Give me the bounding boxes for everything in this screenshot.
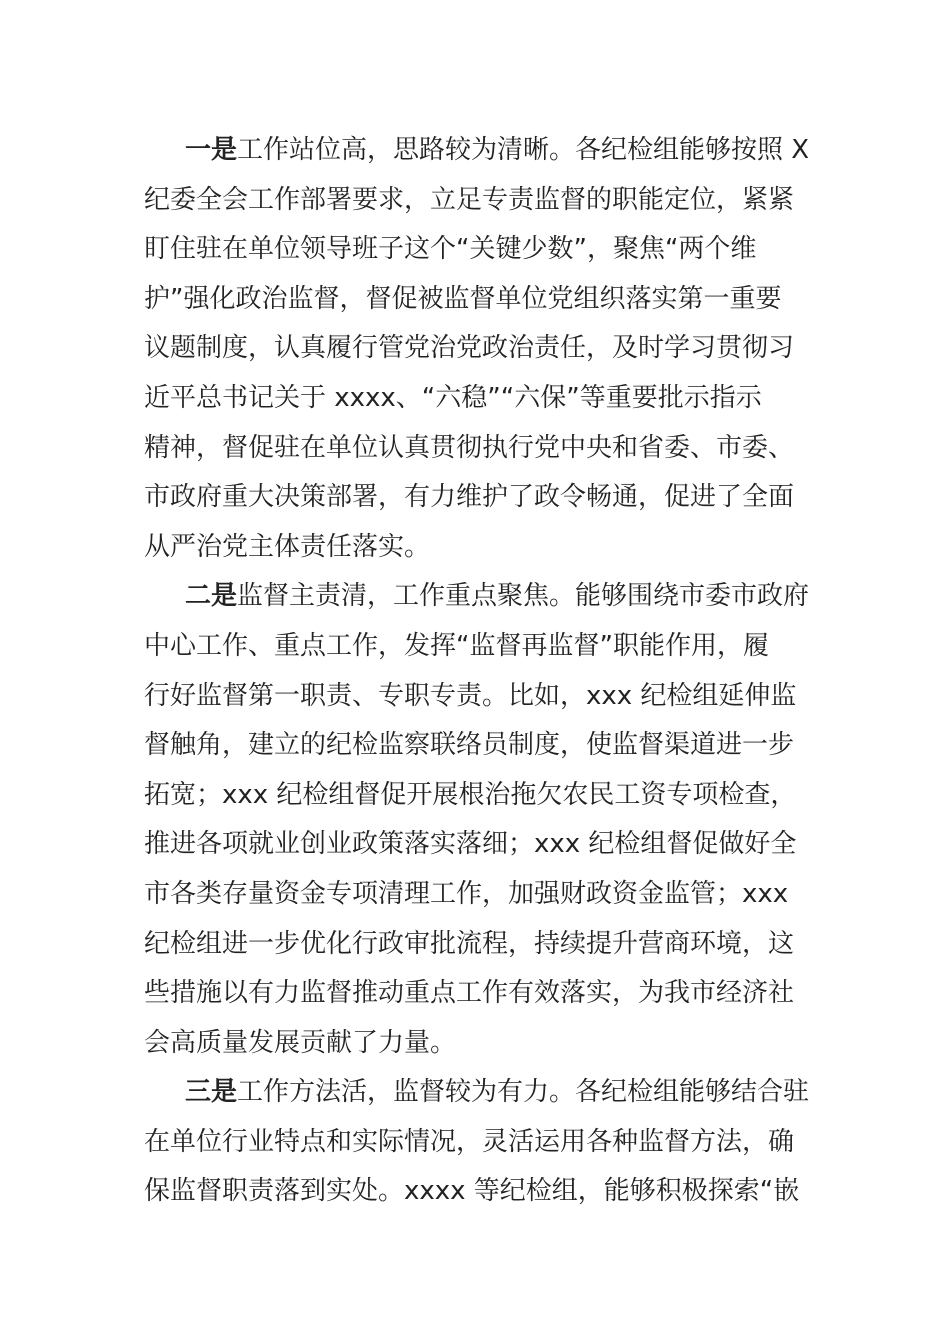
paragraph-text: 监督主责清，工作重点聚焦。能够围绕市委市政府 bbox=[237, 581, 810, 612]
paragraph-3 bbox=[144, 1068, 810, 1217]
paragraph-line: 保监督职责落到实处。xxxx 等纪检组，能够积极探索“嵌 bbox=[144, 1176, 800, 1207]
paragraph-first-line bbox=[144, 126, 810, 176]
paragraph-line: 督触角，建立的纪检监察联络员制度，使监督渠道进一步 bbox=[144, 730, 795, 761]
paragraph-line: 盯住驻在单位领导班子这个“关键少数”，聚焦“两个维 bbox=[144, 234, 757, 265]
paragraph-line: 精神，督促驻在单位认真贯彻执行党中央和省委、市委、 bbox=[144, 432, 795, 463]
paragraph-line: 护”强化政治监督，督促被监督单位党组织落实第一重要 bbox=[144, 283, 782, 314]
paragraph-text: 工作方法活，监督较为有力。各纪检组能够结合驻 bbox=[237, 1077, 810, 1108]
paragraph-1 bbox=[144, 126, 810, 572]
paragraph-line: 纪委全会工作部署要求，立足专责监督的职能定位，紧紧 bbox=[144, 184, 795, 215]
paragraph-lead: 三是 bbox=[185, 1077, 238, 1108]
paragraph-first-line bbox=[144, 1068, 810, 1118]
paragraph-line: 在单位行业特点和实际情况，灵活运用各种监督方法，确 bbox=[144, 1126, 795, 1157]
paragraph-line: 行好监督第一职责、专职专责。比如，xxx 纪检组延伸监 bbox=[144, 680, 797, 711]
document-body bbox=[144, 126, 810, 1217]
paragraph-line: 近平总书记关于 xxxx、“六稳”“六保”等重要批示指示 bbox=[144, 382, 762, 413]
paragraph-line: 推进各项就业创业政策落实落细；xxx 纪检组督促做好全 bbox=[144, 829, 797, 860]
paragraph-lead: 二是 bbox=[185, 581, 238, 612]
paragraph-line: 议题制度，认真履行管党治党政治责任，及时学习贯彻习 bbox=[144, 333, 795, 364]
paragraph-line: 从严治党主体责任落实。 bbox=[144, 531, 431, 562]
paragraph-text: 工作站位高，思路较为清晰。各纪检组能够按照 X bbox=[237, 135, 810, 165]
paragraph-lead: 一是 bbox=[185, 135, 238, 165]
paragraph-line: 市各类存量资金专项清理工作，加强财政资金监管；xxx bbox=[144, 878, 789, 909]
paragraph-line: 会高质量发展贡献了力量。 bbox=[144, 1027, 457, 1058]
paragraph-line: 市政府重大决策部署，有力维护了政令畅通，促进了全面 bbox=[144, 482, 795, 513]
paragraph-line: 中心工作、重点工作，发挥“监督再监督”职能作用，履 bbox=[144, 630, 769, 661]
paragraph-2 bbox=[144, 572, 810, 1068]
paragraph-line: 些措施以有力监督推动重点工作有效落实，为我市经济社 bbox=[144, 978, 795, 1009]
paragraph-line: 纪检组进一步优化行政审批流程，持续提升营商环境，这 bbox=[144, 928, 795, 959]
paragraph-line: 拓宽；xxx 纪检组督促开展根治拖欠农民工资专项检查， bbox=[144, 779, 797, 810]
paragraph-first-line bbox=[144, 572, 810, 622]
